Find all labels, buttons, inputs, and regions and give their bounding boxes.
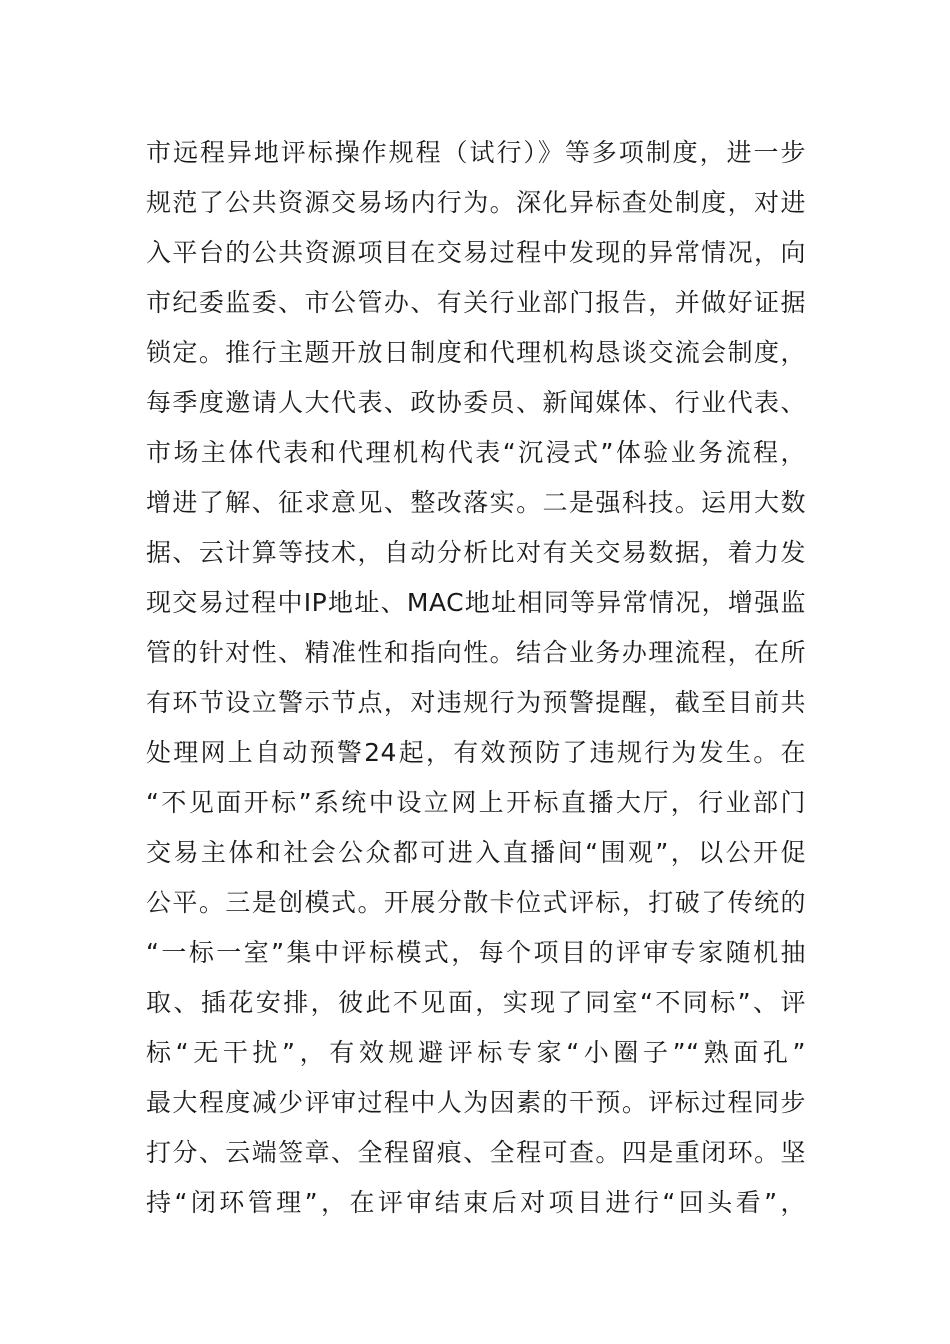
body-text	[146, 128, 806, 1228]
text-line: 每季度邀请人大代表、政协委员、新闻媒体、行业代表、	[146, 388, 806, 417]
text-line: 处理网上自动预警24起，有效预防了违规行为发生。在	[146, 738, 806, 767]
text-line: 管的针对性、精准性和指向性。结合业务办理流程，在所	[146, 638, 806, 667]
text-line: 现交易过程中IP地址、MAC地址相同等异常情况，增强监	[146, 588, 806, 617]
text-line: 交易主体和社会公众都可进入直播间“围观”，以公开促	[146, 838, 806, 867]
text-line: 据、云计算等技术，自动分析比对有关交易数据，着力发	[146, 538, 806, 567]
text-line: 市纪委监委、市公管办、有关行业部门报告，并做好证据	[146, 288, 806, 317]
text-line: “不见面开标”系统中设立网上开标直播大厅，行业部门	[146, 788, 806, 817]
text-line: 最大程度减少评审过程中人为因素的干预。评标过程同步	[146, 1088, 806, 1117]
text-line: 市远程异地评标操作规程（试行）》等多项制度，进一步	[146, 138, 806, 167]
text-line: 入平台的公共资源项目在交易过程中发现的异常情况，向	[146, 238, 806, 267]
text-line: 锁定。推行主题开放日制度和代理机构恳谈交流会制度，	[146, 338, 806, 367]
text-line: 市场主体代表和代理机构代表“沉浸式”体验业务流程，	[146, 438, 806, 467]
text-line: 规范了公共资源交易场内行为。深化异标查处制度，对进	[146, 188, 806, 217]
text-line: 取、插花安排，彼此不见面，实现了同室“不同标”、评	[146, 988, 806, 1017]
text-line: “一标一室”集中评标模式，每个项目的评审专家随机抽	[146, 938, 806, 967]
text-line: 持“闭环管理”，在评审结束后对项目进行“回头看”，	[146, 1188, 806, 1217]
text-line: 有环节设立警示节点，对违规行为预警提醒，截至目前共	[146, 688, 806, 717]
text-line: 公平。三是创模式。开展分散卡位式评标，打破了传统的	[146, 888, 806, 917]
text-line: 打分、云端签章、全程留痕、全程可查。四是重闭环。坚	[146, 1138, 806, 1167]
text-line: 增进了解、征求意见、整改落实。二是强科技。运用大数	[146, 488, 806, 517]
text-line: 标“无干扰”，有效规避评标专家“小圈子”“熟面孔”	[146, 1038, 806, 1067]
